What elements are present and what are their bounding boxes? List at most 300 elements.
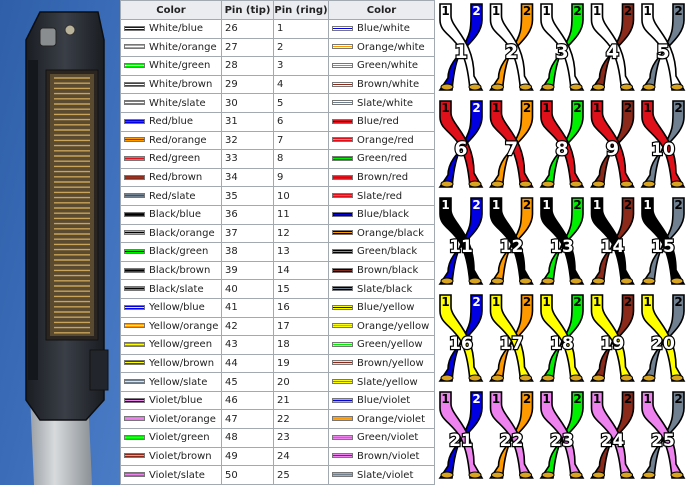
tip-color-cell xyxy=(121,298,222,317)
pair-number: 16 xyxy=(449,334,473,354)
ring-color-cell-text: Blue/yellow xyxy=(357,302,415,314)
table-row xyxy=(121,224,435,243)
tip-color-cell xyxy=(121,20,222,39)
pair-diagram xyxy=(541,101,583,187)
wire-end xyxy=(441,278,453,284)
tip-color-swatch xyxy=(124,156,145,161)
tip-color-swatch xyxy=(124,230,145,235)
wire-2-label: 2 xyxy=(573,392,582,406)
wire-end xyxy=(441,84,453,90)
wire-end xyxy=(593,181,605,187)
wire-end xyxy=(671,181,683,187)
wire-2-label: 2 xyxy=(623,101,633,115)
tip-color-cell-text: Black/slate xyxy=(149,283,204,295)
tip-color-cell-text: Violet/slate xyxy=(149,469,205,481)
wire-2-label: 2 xyxy=(674,101,683,115)
ring-color-swatch xyxy=(332,193,353,198)
tip-pin-cell-text: 49 xyxy=(225,450,238,462)
tip-pin-cell xyxy=(222,112,274,131)
ring-color-swatch xyxy=(332,286,353,291)
ring-color-swatch xyxy=(332,416,353,421)
wire-end xyxy=(542,181,554,187)
tip-color-swatch xyxy=(124,268,145,273)
wire-1-label: 1 xyxy=(542,295,551,309)
tip-pin-cell xyxy=(222,298,274,317)
table-row xyxy=(121,410,435,429)
tip-color-swatch xyxy=(124,286,145,291)
table-row xyxy=(121,354,435,373)
wire-1-label: 1 xyxy=(441,198,450,212)
wire-2-label: 2 xyxy=(522,295,532,309)
wire-1-label: 1 xyxy=(643,198,652,212)
wire-end xyxy=(492,84,504,90)
table-row xyxy=(121,150,435,169)
pair-diagram xyxy=(592,101,634,187)
ring-pin-cell-text: 18 xyxy=(277,339,290,351)
pair-diagram xyxy=(440,101,482,187)
tip-pin-cell xyxy=(222,187,274,206)
ring-color-cell xyxy=(329,168,435,187)
tip-color-cell-text: Red/green xyxy=(149,153,201,165)
pair-number: 2 xyxy=(504,41,519,63)
ring-pin-cell xyxy=(274,261,329,280)
pair-number: 7 xyxy=(504,138,519,160)
wire-end xyxy=(671,84,683,90)
ring-pin-cell xyxy=(274,317,329,336)
tip-pin-cell xyxy=(222,373,274,392)
ring-pin-cell-text: 10 xyxy=(277,190,290,202)
ring-color-cell-text: Green/white xyxy=(357,60,419,72)
tip-color-cell-text: White/brown xyxy=(149,79,213,91)
ring-pin-cell-text: 5 xyxy=(277,97,284,109)
ring-color-swatch xyxy=(332,360,353,365)
wire-1-label: 1 xyxy=(592,198,602,212)
ring-pin-cell-text: 24 xyxy=(277,450,290,462)
tip-pin-cell-text: 47 xyxy=(225,413,238,425)
ring-color-cell xyxy=(329,391,435,410)
tip-pin-cell-text: 30 xyxy=(225,97,238,109)
tip-color-cell xyxy=(121,354,222,373)
tip-color-cell xyxy=(121,261,222,280)
table-row xyxy=(121,466,435,485)
ring-color-cell xyxy=(329,20,435,39)
wire-1-label: 1 xyxy=(441,101,450,115)
pair-number: 13 xyxy=(550,237,574,257)
ring-pin-cell xyxy=(274,150,329,169)
tip-color-cell xyxy=(121,75,222,94)
table-row xyxy=(121,112,435,131)
ring-pin-cell-text: 12 xyxy=(277,227,290,239)
tip-color-swatch xyxy=(124,82,145,87)
pair-number: 6 xyxy=(454,138,468,160)
wire-1-label: 1 xyxy=(542,4,551,18)
ring-pin-cell xyxy=(274,94,329,113)
ring-color-cell xyxy=(329,38,435,57)
tip-color-cell-text: Red/brown xyxy=(149,172,203,184)
table-row xyxy=(121,94,435,113)
wire-1-label: 1 xyxy=(592,4,602,18)
wire-end xyxy=(570,278,582,284)
wire-1-label: 1 xyxy=(542,101,551,115)
ring-color-cell xyxy=(329,429,435,448)
ring-pin-cell-text: 6 xyxy=(277,116,284,128)
ring-color-swatch xyxy=(332,63,353,68)
ring-color-cell-text: Green/yellow xyxy=(357,339,423,351)
wire-end xyxy=(469,375,481,381)
tip-color-swatch xyxy=(124,342,145,347)
tip-pin-cell-text: 33 xyxy=(225,153,238,165)
wire-1-label: 1 xyxy=(491,198,501,212)
ring-color-swatch xyxy=(332,435,353,440)
pair-diagram xyxy=(642,295,684,381)
pair-number: 5 xyxy=(656,41,670,63)
wire-end xyxy=(570,84,582,90)
pair-diagram xyxy=(541,4,583,90)
ring-color-cell-text: Brown/yellow xyxy=(357,357,424,369)
table-row xyxy=(121,391,435,410)
ring-pin-cell xyxy=(274,354,329,373)
pair-number: 21 xyxy=(449,431,473,451)
wire-end xyxy=(520,84,532,90)
wire-end xyxy=(593,278,605,284)
tip-color-cell xyxy=(121,447,222,466)
tip-color-swatch xyxy=(124,249,145,254)
tip-pin-cell xyxy=(222,317,274,336)
ring-pin-cell xyxy=(274,447,329,466)
ring-color-swatch xyxy=(332,249,353,254)
tip-pin-cell-text: 39 xyxy=(225,265,238,277)
tip-color-cell xyxy=(121,112,222,131)
tip-pin-cell-text: 31 xyxy=(225,116,238,128)
wire-2-label: 2 xyxy=(522,101,532,115)
table-row xyxy=(121,20,435,39)
pinout-table xyxy=(120,0,435,485)
pair-diagram xyxy=(642,392,684,478)
tip-pin-cell xyxy=(222,94,274,113)
tip-pin-cell xyxy=(222,336,274,355)
ring-color-cell xyxy=(329,447,435,466)
pair-diagram xyxy=(440,198,482,284)
table-header-row xyxy=(121,1,435,20)
ring-color-cell xyxy=(329,187,435,206)
ring-pin-cell-text: 20 xyxy=(277,376,290,388)
ring-color-cell-text: Blue/white xyxy=(357,23,410,35)
pair-diagram xyxy=(491,101,533,187)
wire-2-label: 2 xyxy=(674,4,683,18)
pair-number: 22 xyxy=(499,431,524,451)
ring-color-swatch xyxy=(332,453,353,458)
ring-color-swatch xyxy=(332,137,353,142)
wire-2-label: 2 xyxy=(522,198,532,212)
wire-end xyxy=(570,181,582,187)
ring-color-cell-text: Brown/violet xyxy=(357,450,420,462)
tip-pin-cell-text: 50 xyxy=(225,469,238,481)
wire-2-label: 2 xyxy=(522,392,532,406)
wire-2-label: 2 xyxy=(674,392,683,406)
tip-color-cell xyxy=(121,317,222,336)
ring-color-cell-text: Brown/red xyxy=(357,172,409,184)
tip-pin-cell xyxy=(222,168,274,187)
wire-2-label: 2 xyxy=(472,295,481,309)
ring-pin-cell-text: 22 xyxy=(277,413,290,425)
ring-color-cell-text: Orange/red xyxy=(357,134,414,146)
pair-diagram xyxy=(642,4,684,90)
wire-end xyxy=(469,278,481,284)
tip-pin-cell xyxy=(222,205,274,224)
tip-pin-cell-text: 35 xyxy=(225,190,238,202)
ring-pin-cell xyxy=(274,429,329,448)
tip-pin-cell xyxy=(222,280,274,299)
wire-end xyxy=(621,278,633,284)
tip-pin-cell-text: 48 xyxy=(225,432,238,444)
wire-2-label: 2 xyxy=(472,4,481,18)
tip-pin-cell-text: 46 xyxy=(225,395,238,407)
tip-color-cell-text: Red/blue xyxy=(149,116,193,128)
ring-pin-cell xyxy=(274,57,329,76)
wire-end xyxy=(593,375,605,381)
ring-color-cell xyxy=(329,336,435,355)
wire-end xyxy=(542,375,554,381)
tip-pin-cell-text: 29 xyxy=(225,79,238,91)
ring-pin-cell xyxy=(274,243,329,262)
ring-color-swatch xyxy=(332,44,353,49)
tip-pin-cell-text: 42 xyxy=(225,320,238,332)
tip-pin-cell xyxy=(222,224,274,243)
wire-1-label: 1 xyxy=(643,4,652,18)
pair-number: 12 xyxy=(499,237,524,257)
tip-pin-cell xyxy=(222,410,274,429)
ring-color-cell-text: Slate/yellow xyxy=(357,376,418,388)
ring-color-swatch xyxy=(332,119,353,124)
ring-pin-cell xyxy=(274,224,329,243)
wire-end xyxy=(492,278,504,284)
tip-color-cell-text: Yellow/orange xyxy=(149,320,219,332)
tip-color-cell xyxy=(121,187,222,206)
ring-color-swatch xyxy=(332,268,353,273)
pair-number: 4 xyxy=(605,41,620,63)
wire-end xyxy=(441,181,453,187)
tip-color-swatch xyxy=(124,398,145,403)
tip-color-cell-text: Yellow/blue xyxy=(149,302,205,314)
ring-color-cell-text: Brown/white xyxy=(357,79,420,91)
tip-color-cell xyxy=(121,410,222,429)
table-row xyxy=(121,298,435,317)
tip-pin-cell xyxy=(222,354,274,373)
ring-color-cell xyxy=(329,261,435,280)
tip-color-cell xyxy=(121,373,222,392)
tip-pin-cell xyxy=(222,57,274,76)
wire-end xyxy=(520,375,532,381)
ring-pin-cell xyxy=(274,410,329,429)
tip-color-cell xyxy=(121,224,222,243)
ring-color-cell xyxy=(329,112,435,131)
ring-color-cell xyxy=(329,280,435,299)
wire-1-label: 1 xyxy=(592,392,602,406)
wire-2-label: 2 xyxy=(573,198,582,212)
table-row xyxy=(121,187,435,206)
tip-color-swatch xyxy=(124,305,145,310)
ring-pin-cell-text: 15 xyxy=(277,283,290,295)
ring-pin-cell-text: 21 xyxy=(277,395,290,407)
wire-end xyxy=(542,84,554,90)
tip-pin-cell xyxy=(222,75,274,94)
wire-end xyxy=(469,84,481,90)
wire-end xyxy=(542,472,554,478)
ring-color-cell-text: Blue/red xyxy=(357,116,399,128)
tip-pin-cell-text: 41 xyxy=(225,302,238,314)
ring-color-cell xyxy=(329,373,435,392)
ring-pin-cell xyxy=(274,168,329,187)
wire-1-label: 1 xyxy=(491,295,501,309)
pair-number: 15 xyxy=(651,237,675,257)
ring-pin-cell-text: 17 xyxy=(277,320,290,332)
tip-pin-cell-text: 38 xyxy=(225,246,238,258)
tip-color-cell-text: Black/orange xyxy=(149,227,215,239)
tip-color-swatch xyxy=(124,212,145,217)
wire-end xyxy=(492,472,504,478)
tip-color-swatch xyxy=(124,416,145,421)
ring-color-cell-text: Slate/black xyxy=(357,283,413,295)
tip-color-swatch xyxy=(124,26,145,31)
wire-end xyxy=(643,84,655,90)
table-row xyxy=(121,57,435,76)
pair-number: 18 xyxy=(550,334,574,354)
pair-diagram xyxy=(491,198,533,284)
ring-color-cell-text: Brown/black xyxy=(357,265,419,277)
ring-pin-cell xyxy=(274,280,329,299)
ring-color-swatch xyxy=(332,156,353,161)
wire-2-label: 2 xyxy=(623,198,633,212)
tip-pin-cell-text: 36 xyxy=(225,209,238,221)
ring-pin-cell-text: 1 xyxy=(277,23,284,35)
tip-color-swatch xyxy=(124,63,145,68)
wire-2-label: 2 xyxy=(573,101,582,115)
tip-pin-cell-text: 40 xyxy=(225,283,238,295)
tip-color-swatch xyxy=(124,379,145,384)
pair-diagram xyxy=(440,295,482,381)
tip-color-cell-text: Black/green xyxy=(149,246,209,258)
tip-color-cell xyxy=(121,429,222,448)
tip-pin-cell xyxy=(222,466,274,485)
tip-color-cell-text: Violet/green xyxy=(149,432,210,444)
ring-color-cell-text: Green/black xyxy=(357,246,418,258)
pair-number: 1 xyxy=(454,41,468,63)
pair-diagram xyxy=(541,392,583,478)
tip-color-cell xyxy=(121,168,222,187)
ring-color-swatch xyxy=(332,100,353,105)
ring-pin-cell-text: 11 xyxy=(277,209,290,221)
table-row xyxy=(121,131,435,150)
wire-2-label: 2 xyxy=(472,101,481,115)
wire-end xyxy=(643,278,655,284)
ring-pin-cell-text: 4 xyxy=(277,79,284,91)
wire-1-label: 1 xyxy=(491,4,501,18)
wire-1-label: 1 xyxy=(441,392,450,406)
tip-pin-cell xyxy=(222,391,274,410)
tip-color-cell-text: Red/slate xyxy=(149,190,196,202)
wire-end xyxy=(643,472,655,478)
tip-color-swatch xyxy=(124,119,145,124)
table-row xyxy=(121,261,435,280)
tip-pin-cell-text: 43 xyxy=(225,339,238,351)
tip-color-cell-text: Violet/brown xyxy=(149,450,212,462)
tip-pin-cell xyxy=(222,131,274,150)
wire-end xyxy=(643,181,655,187)
pair-number: 11 xyxy=(449,237,473,257)
tip-pin-cell-text: 28 xyxy=(225,60,238,72)
ring-pin-cell xyxy=(274,205,329,224)
ring-pin-cell-text: 7 xyxy=(277,134,284,146)
pair-number: 19 xyxy=(600,334,625,354)
wire-2-label: 2 xyxy=(674,295,683,309)
ring-color-cell-text: Orange/white xyxy=(357,41,425,53)
ring-pin-cell-text: 14 xyxy=(277,265,290,277)
pair-diagram xyxy=(491,392,533,478)
ring-pin-cell xyxy=(274,298,329,317)
ring-color-swatch xyxy=(332,342,353,347)
table-row xyxy=(121,447,435,466)
ring-color-cell-text: Blue/violet xyxy=(357,395,411,407)
pair-number: 9 xyxy=(605,138,620,160)
tip-color-swatch xyxy=(124,44,145,49)
ring-pin-cell xyxy=(274,466,329,485)
ring-color-cell-text: Orange/black xyxy=(357,227,424,239)
table-row xyxy=(121,317,435,336)
wire-2-label: 2 xyxy=(674,198,683,212)
pair-number: 20 xyxy=(651,334,675,354)
tip-color-cell xyxy=(121,466,222,485)
ring-pin-cell-text: 8 xyxy=(277,153,284,165)
wire-2-label: 2 xyxy=(623,392,633,406)
ring-color-cell-text: Green/violet xyxy=(357,432,419,444)
pair-number: 23 xyxy=(550,431,574,451)
wire-1-label: 1 xyxy=(491,392,501,406)
wire-end xyxy=(643,375,655,381)
wire-end xyxy=(542,278,554,284)
pair-diagram xyxy=(541,198,583,284)
table-row xyxy=(121,336,435,355)
ring-pin-cell xyxy=(274,336,329,355)
tip-color-cell xyxy=(121,205,222,224)
header-pin-tip: Pin (tip) xyxy=(222,1,274,20)
tip-color-cell-text: White/orange xyxy=(149,41,217,53)
wire-end xyxy=(520,181,532,187)
wire-2-label: 2 xyxy=(573,295,582,309)
tip-color-swatch xyxy=(124,453,145,458)
ring-color-cell xyxy=(329,205,435,224)
ring-color-swatch xyxy=(332,212,353,217)
wire-2-label: 2 xyxy=(522,4,532,18)
ring-pin-cell xyxy=(274,131,329,150)
connector-photo xyxy=(0,0,120,485)
ring-color-cell xyxy=(329,75,435,94)
ring-pin-cell xyxy=(274,112,329,131)
tip-color-cell xyxy=(121,150,222,169)
pair-diagram xyxy=(592,392,634,478)
tip-pin-cell xyxy=(222,447,274,466)
tip-color-cell xyxy=(121,57,222,76)
tip-pin-cell-text: 37 xyxy=(225,227,238,239)
tip-color-swatch xyxy=(124,323,145,328)
ring-color-cell xyxy=(329,354,435,373)
wire-end xyxy=(492,375,504,381)
ring-pin-cell-text: 23 xyxy=(277,432,290,444)
ring-pin-cell xyxy=(274,391,329,410)
tip-color-cell xyxy=(121,94,222,113)
wire-2-label: 2 xyxy=(573,4,582,18)
wire-end xyxy=(621,181,633,187)
ring-color-swatch xyxy=(332,175,353,180)
